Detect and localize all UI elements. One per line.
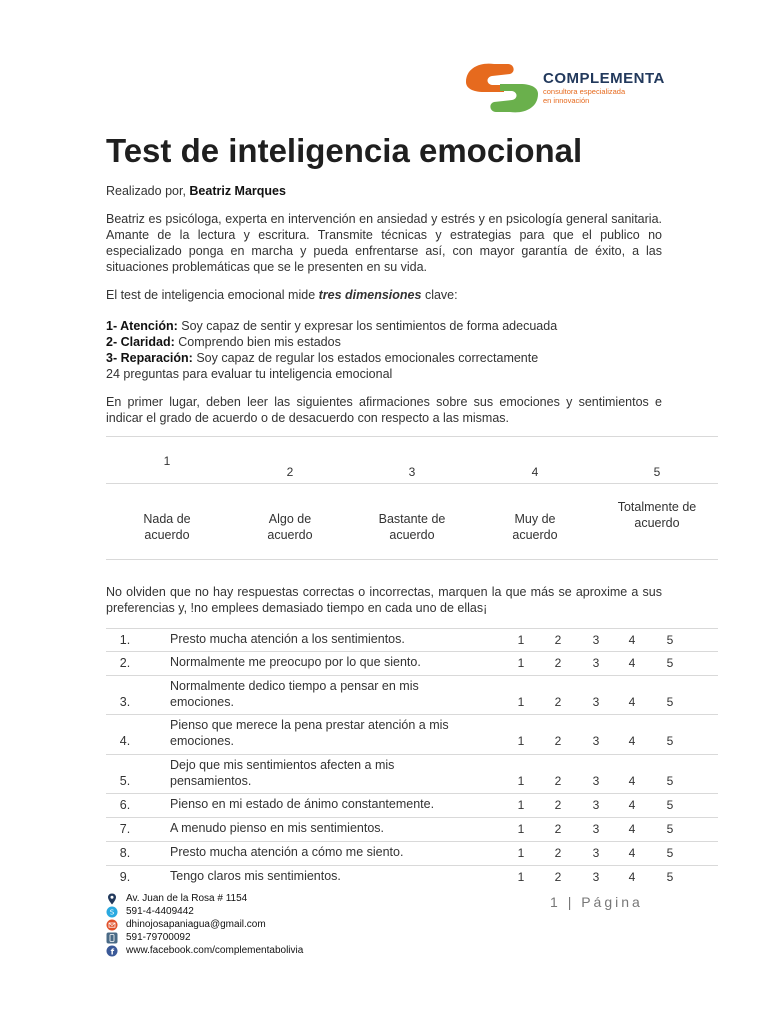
scale-number-1: 1 [163, 454, 171, 468]
option-1[interactable]: 1 [517, 633, 525, 647]
item-text: Presto mucha atención a cómo me siento. [170, 845, 404, 859]
scale-number-5: 5 [653, 465, 661, 479]
option-5[interactable]: 5 [666, 798, 674, 812]
item-text: Normalmente me preocupo por lo que siento. [170, 655, 421, 669]
logo-tagline [543, 87, 625, 105]
item-text: A menudo pienso en mis sentimientos. [170, 821, 385, 835]
option-3[interactable]: 3 [592, 695, 600, 709]
option-2[interactable]: 2 [554, 734, 562, 748]
option-3[interactable]: 3 [592, 870, 600, 884]
scale-number-4: 4 [531, 465, 539, 479]
facebook-text[interactable]: www.facebook.com/complementabolivia [126, 945, 304, 956]
table-row [106, 841, 718, 865]
option-5[interactable]: 5 [666, 870, 674, 884]
option-1[interactable]: 1 [517, 774, 525, 788]
option-1[interactable]: 1 [517, 734, 525, 748]
item-number: 5. [119, 774, 131, 788]
item-number: 9. [119, 870, 131, 884]
option-4[interactable]: 4 [628, 774, 636, 788]
option-5[interactable]: 5 [666, 633, 674, 647]
document-title: Test de inteligencia emocional [106, 132, 583, 169]
scale-legend [106, 436, 718, 560]
option-4[interactable]: 4 [628, 734, 636, 748]
phone-text: 591-4-4409442 [126, 906, 194, 917]
footer-mobile [106, 931, 303, 944]
scale-label-1: Nada de acuerdo [143, 512, 191, 542]
contact-footer [106, 892, 303, 957]
scale-label-4: Muy de acuerdo [512, 512, 558, 542]
option-1[interactable]: 1 [517, 846, 525, 860]
option-4[interactable]: 4 [628, 633, 636, 647]
table-row [106, 651, 718, 675]
author-bio: Beatriz es psicóloga, experta en intervención en ansiedad y estrés y en psicología general sanitaria. Amante de la lectura y escritura. Transmite técnicas y estrategias para que el publico no especializado ponga en marcha y pueda enfrentarse así, con mayor garantía de éxito, a las situaciones problemáticas que se le presenten en su vida. [106, 212, 662, 274]
byline [106, 184, 286, 198]
option-4[interactable]: 4 [628, 822, 636, 836]
item-text: Dejo que mis sentimientos afecten a mis pensamientos. [170, 758, 395, 788]
table-row [106, 793, 718, 817]
option-3[interactable]: 3 [592, 734, 600, 748]
address-text: Av. Juan de la Rosa # 1154 [126, 893, 248, 904]
scale-label-5: Totalmente de acuerdo [617, 500, 697, 530]
item-number: 3. [119, 695, 131, 709]
dimension-list [106, 318, 557, 382]
footer-phone [106, 905, 303, 918]
option-2[interactable]: 2 [554, 695, 562, 709]
questionnaire-table [106, 628, 718, 889]
questions-note: 24 preguntas para evaluar tu inteligencia emocional [106, 367, 393, 381]
option-2[interactable]: 2 [554, 656, 562, 670]
option-3[interactable]: 3 [592, 846, 600, 860]
item-number: 1. [119, 633, 131, 647]
option-4[interactable]: 4 [628, 656, 636, 670]
item-number: 7. [119, 822, 131, 836]
option-5[interactable]: 5 [666, 846, 674, 860]
option-4[interactable]: 4 [628, 695, 636, 709]
option-1[interactable]: 1 [517, 695, 525, 709]
divider [106, 483, 718, 484]
dimension-item: 2- Claridad: Comprendo bien mis estados [106, 335, 341, 349]
logo-mark-icon [464, 60, 542, 116]
footer-facebook[interactable] [106, 944, 303, 957]
page-number: 1 [550, 894, 561, 910]
option-1[interactable]: 1 [517, 870, 525, 884]
table-row [106, 675, 718, 714]
footer-address [106, 892, 303, 905]
intro-prefix: El test de inteligencia emocional mide [106, 288, 316, 302]
option-5[interactable]: 5 [666, 734, 674, 748]
svg-text:f: f [110, 946, 115, 956]
dimension-item: 3- Reparación: Soy capaz de regular los estados emocionales correctamente [106, 351, 539, 365]
option-2[interactable]: 2 [554, 633, 562, 647]
map-pin-icon [106, 893, 118, 905]
logo-tagline-line-1: consultora especializada [543, 87, 626, 96]
item-number: 8. [119, 846, 131, 860]
item-text: Presto mucha atención a los sentimientos. [170, 632, 405, 646]
byline-prefix: Realizado por, [106, 184, 186, 198]
option-1[interactable]: 1 [517, 656, 525, 670]
email-icon [106, 919, 118, 931]
option-4[interactable]: 4 [628, 798, 636, 812]
intro-suffix: clave: [424, 288, 458, 302]
logo-name: COMPLEMENTA [543, 70, 665, 87]
mobile-text: 591-79700092 [126, 932, 191, 943]
reminder-paragraph: No olviden que no hay respuestas correctas o incorrectas, marquen la que más se aproxime a sus preferencias y, !no emplees demasiado tiempo en cada uno de ellas¡ [106, 585, 662, 615]
item-number: 2. [119, 656, 131, 670]
skype-icon [106, 906, 118, 918]
option-3[interactable]: 3 [592, 822, 600, 836]
scale-label-3: Bastante de acuerdo [378, 512, 446, 542]
footer-email[interactable] [106, 918, 303, 931]
item-text: Normalmente dedico tiempo a pensar en mis emociones. [170, 679, 419, 709]
option-5[interactable]: 5 [666, 656, 674, 670]
item-text: Pienso en mi estado de ánimo constantemente. [170, 797, 435, 811]
option-3[interactable]: 3 [592, 774, 600, 788]
table-row [106, 628, 718, 651]
option-5[interactable]: 5 [666, 774, 674, 788]
table-row [106, 865, 718, 889]
option-3[interactable]: 3 [592, 798, 600, 812]
company-logo [464, 60, 664, 116]
intro-paragraph [106, 287, 662, 303]
option-2[interactable]: 2 [554, 822, 562, 836]
email-text[interactable]: dhinojosapaniagua@gmail.com [126, 919, 266, 930]
page-word: Página [581, 894, 643, 910]
page-indicator [550, 894, 643, 910]
table-row [106, 817, 718, 841]
item-number: 4. [119, 734, 131, 748]
item-text: Tengo claros mis sentimientos. [170, 869, 341, 883]
instructions-paragraph: En primer lugar, deben leer las siguientes afirmaciones sobre sus emociones y sentimientos e indicar el grado de acuerdo o de desacuerdo con respecto a las mismas. [106, 395, 662, 425]
logo-tagline-line-2: en innovación [543, 96, 590, 105]
phone-icon [106, 932, 118, 944]
option-2[interactable]: 2 [554, 774, 562, 788]
option-3[interactable]: 3 [592, 656, 600, 670]
option-2[interactable]: 2 [554, 846, 562, 860]
author-name: Beatriz Marques [189, 184, 286, 198]
option-4[interactable]: 4 [628, 846, 636, 860]
table-row [106, 714, 718, 754]
option-1[interactable]: 1 [517, 822, 525, 836]
page-separator: | [567, 894, 575, 910]
option-5[interactable]: 5 [666, 695, 674, 709]
facebook-icon [106, 945, 118, 957]
scale-number-2: 2 [286, 465, 294, 479]
item-text: Pienso que merece la pena prestar atención a mis emociones. [170, 718, 449, 748]
option-2[interactable]: 2 [554, 798, 562, 812]
table-row [106, 754, 718, 793]
scale-label-2: Algo de acuerdo [267, 512, 313, 542]
dimension-item: 1- Atención: Soy capaz de sentir y expresar los sentimientos de forma adecuada [106, 319, 558, 333]
option-4[interactable]: 4 [628, 870, 636, 884]
divider [106, 436, 718, 437]
svg-text:S: S [109, 908, 115, 917]
divider [106, 559, 718, 560]
option-5[interactable]: 5 [666, 822, 674, 836]
item-number: 6. [119, 798, 131, 812]
scale-number-3: 3 [408, 465, 416, 479]
intro-emphasis: tres dimensiones [318, 288, 422, 302]
option-3[interactable]: 3 [592, 633, 600, 647]
option-2[interactable]: 2 [554, 870, 562, 884]
option-1[interactable]: 1 [517, 798, 525, 812]
